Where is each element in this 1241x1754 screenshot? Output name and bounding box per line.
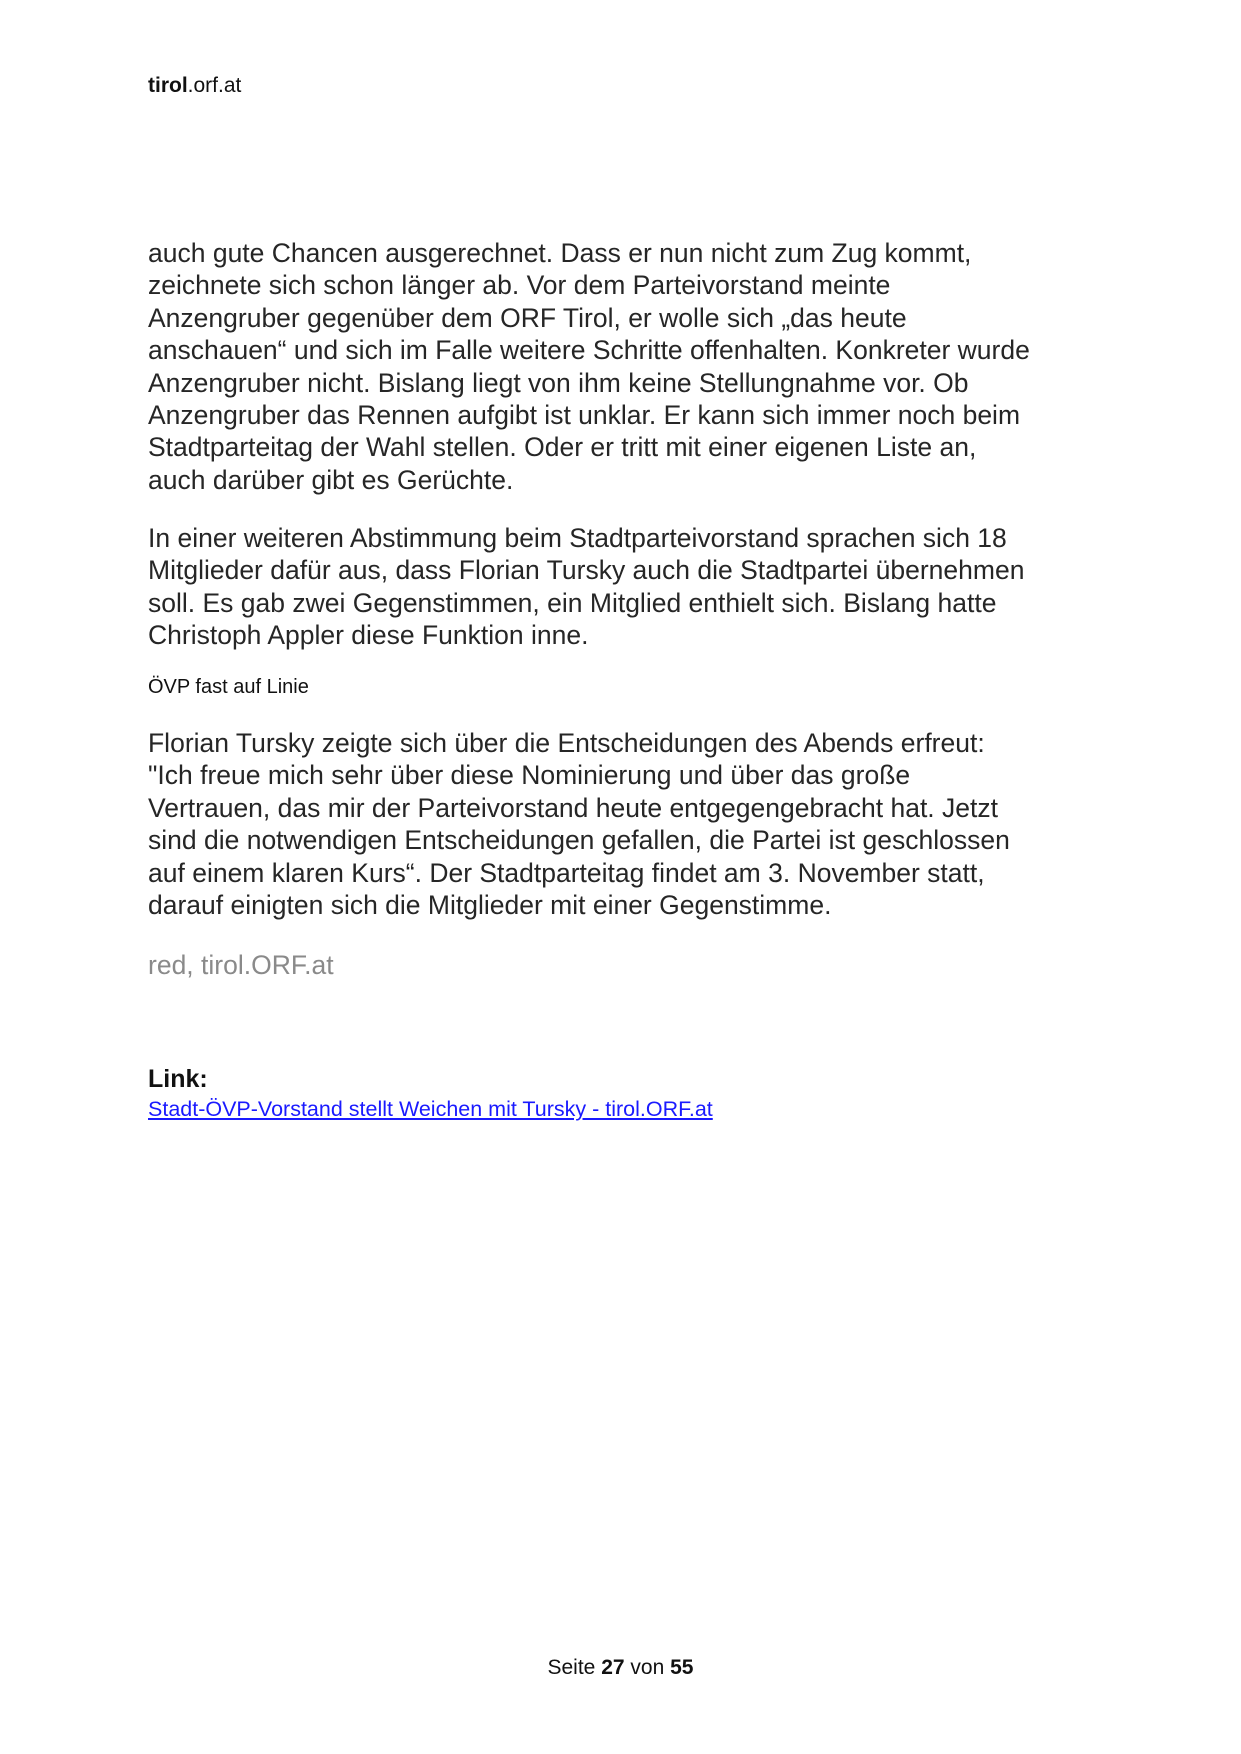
link-label: Link: <box>148 1065 208 1093</box>
paragraph-line: anschauen“ und sich im Falle weitere Schritte offenhalten. Konkreter wurde <box>148 335 1030 366</box>
site-name-bold: tirol <box>148 74 188 97</box>
paragraph-line: Florian Tursky zeigte sich über die Entscheidungen des Abends erfreut: <box>148 728 985 758</box>
paragraph-line: Vertrauen, das mir der Parteivorstand heute entgegengebracht hat. Jetzt <box>148 792 998 823</box>
paragraph-line: In einer weiteren Abstimmung beim Stadtparteivorstand sprachen sich 18 <box>148 523 1007 553</box>
article-link[interactable]: Stadt-ÖVP-Vorstand stellt Weichen mit Tursky - tirol.ORF.at <box>148 1097 713 1121</box>
paragraph-line: auf einem klaren Kurs“. Der Stadtparteitag findet am 3. November statt, <box>148 857 985 888</box>
paragraph-line: auch darüber gibt es Gerüchte. <box>148 464 514 495</box>
paragraph-line: zeichnete sich schon länger ab. Vor dem Parteivorstand meinte <box>148 270 891 301</box>
paragraph-line: Anzengruber gegenüber dem ORF Tirol, er wolle sich „das heute <box>148 302 907 333</box>
paragraph-line: Anzengruber das Rennen aufgibt ist unklar. Er kann sich immer noch beim <box>148 400 1021 431</box>
paragraph-line: Stadtparteitag der Wahl stellen. Oder er tritt mit einer eigenen Liste an, <box>148 432 977 463</box>
footer-prefix: Seite <box>547 1656 596 1679</box>
paragraph-line: auch gute Chancen ausgerechnet. Dass er nun nicht zum Zug kommt, <box>148 238 972 268</box>
author-credit: red, tirol.ORF.at <box>148 950 334 980</box>
paragraph-3 <box>148 727 1010 921</box>
paragraph-line: darauf einigten sich die Mitglieder mit einer Gegenstimme. <box>148 890 832 921</box>
paragraph-2 <box>148 522 1024 652</box>
site-header <box>148 74 241 98</box>
subheading: ÖVP fast auf Linie <box>148 676 309 698</box>
paragraph-line: Christoph Appler diese Funktion inne. <box>148 620 589 651</box>
page-footer <box>0 1656 1241 1680</box>
current-page: 27 <box>601 1656 625 1679</box>
footer-sep: von <box>630 1656 665 1679</box>
total-pages: 55 <box>670 1656 694 1679</box>
paragraph-line: Anzengruber nicht. Bislang liegt von ihm keine Stellungnahme vor. Ob <box>148 367 969 398</box>
paragraph-line: "Ich freue mich sehr über diese Nominierung und über das große <box>148 760 911 791</box>
paragraph-line: Mitglieder dafür aus, dass Florian Tursky auch die Stadtpartei übernehmen <box>148 555 1025 586</box>
paragraph-line: soll. Es gab zwei Gegenstimmen, ein Mitglied enthielt sich. Bislang hatte <box>148 587 997 618</box>
paragraph-1 <box>148 237 1030 496</box>
paragraph-line: sind die notwendigen Entscheidungen gefallen, die Partei ist geschlossen <box>148 825 1010 856</box>
site-name-domain: .orf.at <box>187 74 242 97</box>
